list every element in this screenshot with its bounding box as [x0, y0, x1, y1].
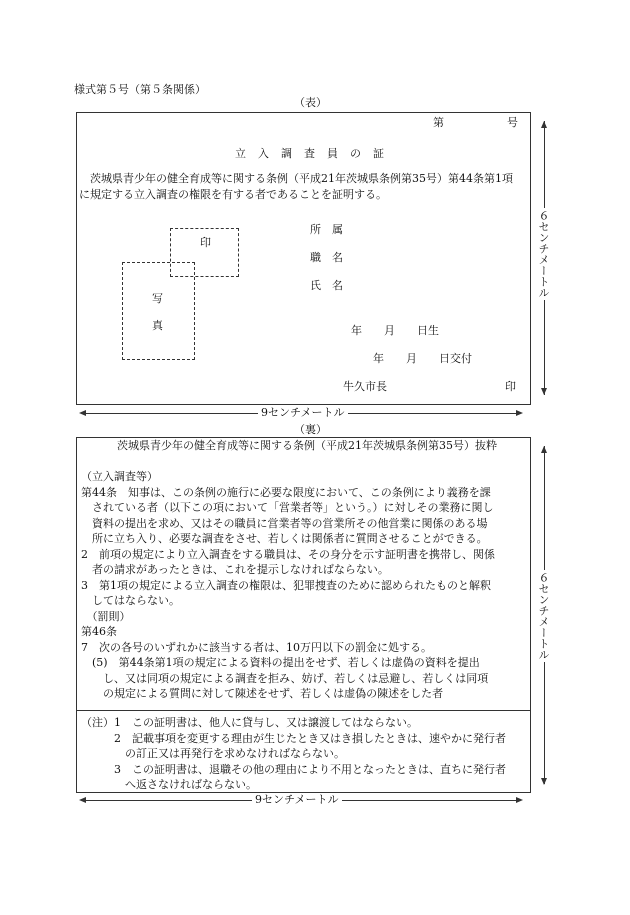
certify-text: [79, 171, 529, 202]
regulation-excerpt: [81, 469, 529, 702]
excerpt-line: 第44条 知事は、この条例の施行に必要な限度において、この条例により義務を課: [81, 485, 491, 499]
field-position: 職 名: [310, 251, 343, 264]
number-dai: 第: [433, 116, 444, 129]
photo-label-1: 写: [152, 292, 163, 305]
birth-date-line: 年 月 日生: [351, 324, 439, 337]
note-line: の訂正又は再発行を求めなければならない。: [81, 747, 345, 760]
front-label: （表）: [294, 96, 327, 109]
back-label: （裏）: [294, 423, 327, 436]
back-width-label: 9センチメートル: [252, 793, 342, 806]
photo-label-2: 真: [152, 319, 163, 332]
note-line: 2 記載事項を変更する理由が生じたとき又はき損したときは、速やかに発行者: [81, 731, 506, 745]
field-affiliation: 所 属: [310, 223, 343, 236]
excerpt-line: の規定による質問に対して陳述をせず、若しくは虚偽の陳述をした者: [81, 687, 444, 700]
issue-date-line: 年 月 日交付: [373, 352, 472, 365]
field-name: 氏 名: [310, 279, 343, 292]
certify-line-2: に規定する立入調査の権限を有する者であることを証明する。: [79, 187, 387, 201]
excerpt-line: （立入調査等）: [81, 470, 158, 483]
front-card: [76, 112, 531, 405]
issuer-seal: 印: [505, 380, 516, 393]
excerpt-line: し、又は同項の規定による調査を拒み、妨げ、若しくは忌避し、若しくは同項: [81, 671, 489, 685]
number-go: 号: [507, 116, 518, 129]
front-width-arrow-right: [516, 410, 523, 416]
excerpt-line: 資料の提出を求め、又はその職員に営業者等の営業所その他営業に関係のある場: [81, 516, 488, 530]
note-line: （注）1 この証明書は、他人に貸与し、又は譲渡してはならない。: [81, 716, 418, 729]
excerpt-line: 第46条: [81, 625, 117, 638]
excerpt-line: （罰則）: [81, 609, 131, 623]
card-title: 立入調査員の証: [235, 147, 396, 160]
front-height-label: ６センチメートル: [537, 210, 550, 298]
seal-box-label: 印: [200, 236, 211, 249]
back-card: [76, 437, 531, 793]
front-height-arrow-bottom: [541, 388, 547, 395]
excerpt-line: (5) 第44条第1項の規定による資料の提出をせず、若しくは虚偽の資料を提出: [81, 656, 480, 669]
back-width-arrow-left: [79, 797, 86, 803]
excerpt-line: 所に立ち入り、必要な調査をさせ、若しくは関係者に質問させることができる。: [81, 532, 488, 545]
excerpt-line: 2 前項の規定により立入調査をする職員は、その身分を示す証明書を携帯し、関係: [81, 547, 495, 561]
issuer-name: 牛久市長: [343, 380, 387, 393]
excerpt-line: されている者（以下この項において「営業者等」という。）に対しその業務に関し: [81, 501, 494, 514]
front-height-arrow-top: [541, 121, 547, 128]
certify-line-1: 茨城県青少年の健全育成等に関する条例（平成21年茨城県条例第35号）第44条第1項: [79, 172, 513, 185]
photo-box: [122, 262, 195, 360]
excerpt-line: 3 第1項の規定による立入調査の権限は、犯罪捜査のために認められたものと解釈: [81, 578, 491, 592]
back-width-arrow-right: [516, 797, 523, 803]
front-width-arrow-left: [79, 410, 86, 416]
front-width-label: 9センチメートル: [258, 406, 348, 419]
excerpt-line: してはならない。: [81, 594, 180, 607]
back-height-arrow-top: [541, 446, 547, 453]
note-line: 3 この証明書は、退職その他の理由により不用となったときは、直ちに発行者: [81, 762, 506, 776]
back-height-arrow-bottom: [541, 778, 547, 785]
excerpt-line: 者の請求があったときは、これを提示しなければならない。: [81, 563, 389, 576]
notes-divider: [77, 710, 530, 711]
back-height-label: ６センチメートル: [537, 572, 550, 660]
notes: [81, 715, 529, 793]
excerpt-line: 7 次の各号のいずれかに該当する者は、10万円以下の罰金に処する。: [81, 640, 432, 654]
note-line: へ返さなければならない。: [81, 778, 257, 791]
back-heading: 茨城県青少年の健全育成等に関する条例（平成21年茨城県条例第35号）抜粋: [117, 439, 497, 452]
form-number: 様式第５号（第５条関係）: [74, 83, 206, 96]
